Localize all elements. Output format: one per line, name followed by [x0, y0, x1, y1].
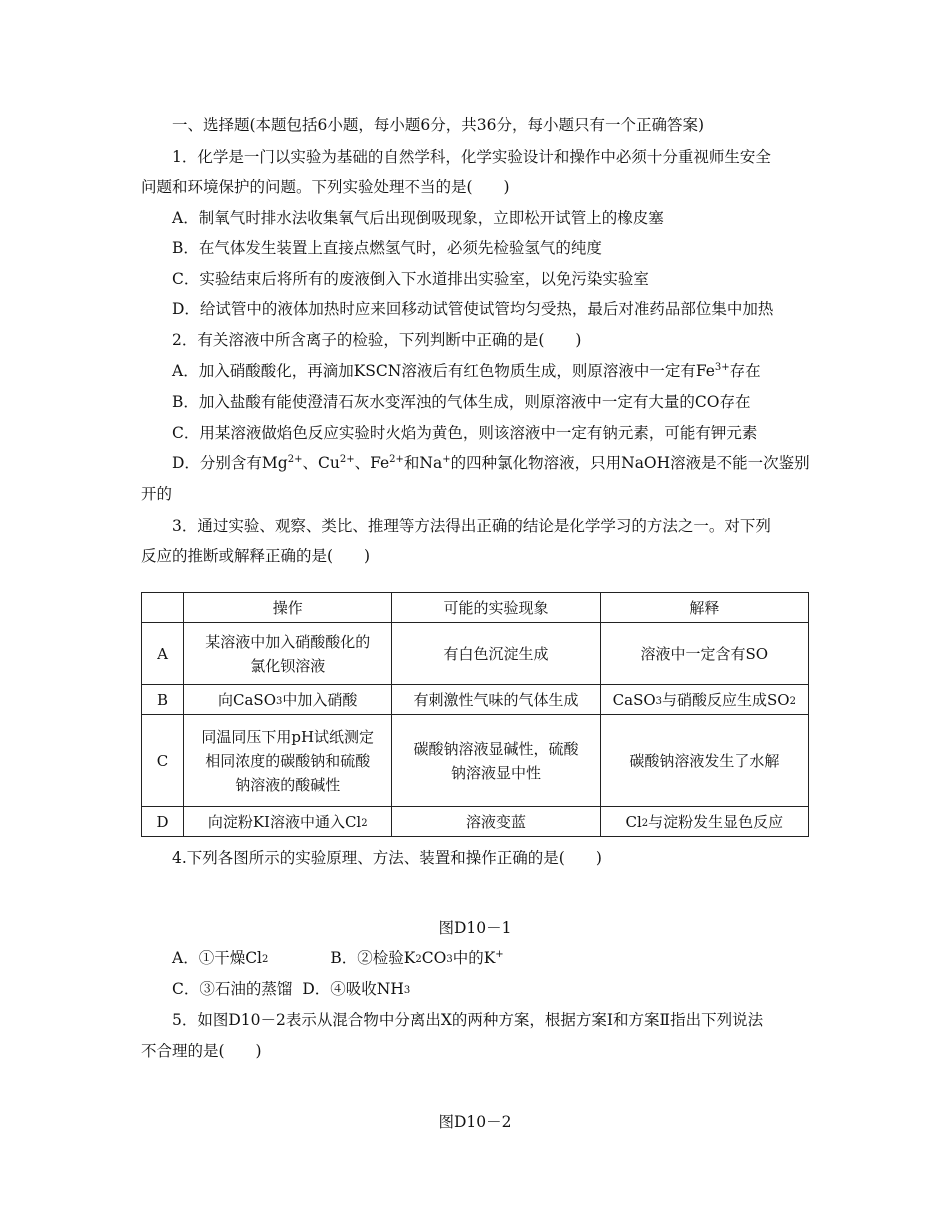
row-explanation — [600, 685, 808, 715]
q2-d-charge2: 2+ — [339, 454, 355, 465]
q4-a-subscript: 2 — [262, 954, 269, 965]
row-phenomenon-line: 碳酸钠溶液显碱性，硫酸 — [413, 739, 579, 758]
table-row — [142, 807, 809, 837]
q4-option-c: C．③石油的蒸馏 — [172, 980, 293, 998]
q4-d-subscript: 3 — [403, 985, 411, 996]
row-phenomenon-line: 钠溶液显中性 — [451, 763, 542, 782]
q4-b-text: CO — [421, 949, 447, 967]
q2-d-charge1: 2+ — [287, 454, 303, 465]
row-phenomenon: 有白色沉淀生成 — [392, 623, 600, 685]
q3-stem-line1: 3．通过实验、观察、类比、推理等方法得出正确的结论是化学学习的方法之一。对下列 — [172, 517, 771, 535]
q4-b-charge: + — [495, 949, 504, 960]
table-header-key — [142, 593, 184, 623]
q2-option-a — [172, 361, 761, 381]
row-explanation — [600, 807, 808, 837]
table-header-phenomenon: 可能的实验现象 — [392, 593, 600, 623]
section-heading: 一、选择题(本题包括6小题，每小题6分，共36分，每小题只有一个正确答案) — [172, 116, 705, 134]
row-phenomenon — [392, 715, 600, 807]
row-key: C — [142, 715, 184, 807]
q2-d-part2: 、Cu — [302, 454, 340, 472]
q2-d-part3: 、Fe — [354, 454, 390, 472]
q1-stem-line2: 问题和环境保护的问题。下列实验处理不当的是( ) — [141, 178, 510, 196]
row-operation — [184, 623, 392, 685]
q4-b-text: 中的K — [452, 949, 496, 967]
expl-subscript: 2 — [641, 817, 649, 829]
q2-d-part1: D．分别含有Mg — [172, 454, 288, 472]
figure-caption-d10-2: 图D10－2 — [438, 1113, 512, 1131]
q4-b-subscript: 2 — [415, 954, 422, 965]
q2-d-part4: 和Na — [403, 454, 443, 472]
op-text: 中加入硝酸 — [282, 690, 358, 709]
row-explanation: 溶液中一定含有SO — [600, 623, 808, 685]
expl-text: 与硝酸反应生成SO — [662, 690, 790, 709]
row-phenomenon: 有刺激性气味的气体生成 — [392, 685, 600, 715]
q4-option-b: B．②检验K — [330, 949, 416, 967]
table-row — [142, 685, 809, 715]
q2-d-charge3: 2+ — [389, 454, 404, 465]
expl-text: CaSO — [612, 690, 656, 709]
q4-option-a: A．①干燥Cl — [172, 949, 263, 967]
op-text: 向CaSO — [218, 690, 277, 709]
q5-stem-line2: 不合理的是( ) — [141, 1042, 262, 1060]
q2-a-text: A．加入硝酸酸化，再滴加KSCN溶液后有红色物质生成，则原溶液中一定有Fe — [172, 362, 715, 380]
q4-options-ab — [172, 948, 504, 968]
row-operation-line: 钠溶液的酸碱性 — [235, 775, 341, 794]
row-key: B — [142, 685, 184, 715]
q3-table — [141, 592, 809, 837]
table-row — [142, 623, 809, 685]
q3-stem-line2: 反应的推断或解释正确的是( ) — [141, 547, 371, 565]
expl-subscript: 2 — [789, 695, 796, 707]
table-header-row — [142, 593, 809, 623]
row-phenomenon: 溶液变蓝 — [392, 807, 600, 837]
q1-stem-line1: 1．化学是一门以实验为基础的自然学科，化学实验设计和操作中必须十分重视师生安全 — [172, 148, 771, 166]
row-operation — [184, 715, 392, 807]
table-header-operation: 操作 — [184, 593, 392, 623]
op-subscript: 3 — [276, 695, 283, 707]
row-key: A — [142, 623, 184, 685]
row-operation-line: 氯化钡溶液 — [250, 656, 326, 675]
row-operation-line: 相同浓度的碳酸钠和硫酸 — [205, 751, 371, 770]
q4-stem: 4.下列各图所示的实验原理、方法、装置和操作正确的是( ) — [172, 849, 602, 867]
row-operation — [184, 685, 392, 715]
expl-subscript: 3 — [655, 695, 663, 707]
q1-option-a: A．制氧气时排水法收集氧气后出现倒吸现象，立即松开试管上的橡皮塞 — [172, 209, 664, 227]
row-key: D — [142, 807, 184, 837]
row-explanation: 碳酸钠溶液发生了水解 — [600, 715, 808, 807]
q2-stem: 2．有关溶液中所含离子的检验，下列判断中正确的是( ) — [172, 331, 582, 349]
q1-option-b: B．在气体发生装置上直接点燃氢气时，必须先检验氢气的纯度 — [172, 239, 602, 257]
q2-d-charge4: + — [442, 454, 451, 465]
q4-option-d: D．④吸收NH — [302, 980, 404, 998]
q2-a-tail: 存在 — [729, 362, 761, 380]
q4-options-cd — [172, 979, 410, 999]
row-operation — [184, 807, 392, 837]
q1-option-d: D．给试管中的液体加热时应来回移动试管使试管均匀受热，最后对准药品部位集中加热 — [172, 300, 774, 318]
op-subscript: 2 — [361, 817, 368, 829]
figure-caption-d10-1: 图D10－1 — [438, 919, 512, 937]
row-operation-line: 某溶液中加入硝酸酸化的 — [205, 632, 371, 651]
q2-option-d — [172, 453, 810, 473]
q5-stem-line1: 5．如图D10－2表示从混合物中分离出X的两种方案，根据方案Ⅰ和方案Ⅱ指出下列说法 — [172, 1011, 764, 1029]
q2-d-part5: 的四种氯化物溶液，只用NaOH溶液是不能一次鉴别 — [450, 454, 810, 472]
expl-text: Cl — [625, 812, 642, 831]
q1-option-c: C．实验结束后将所有的废液倒入下水道排出实验室，以免污染实验室 — [172, 270, 649, 288]
q4-b-subscript: 3 — [446, 954, 453, 965]
q2-option-b: B．加入盐酸有能使澄清石灰水变浑浊的气体生成，则原溶液中一定有大量的CO存在 — [172, 393, 751, 411]
table-header-explanation: 解释 — [600, 593, 808, 623]
q2-option-c: C．用某溶液做焰色反应实验时火焰为黄色，则该溶液中一定有钠元素，可能有钾元素 — [172, 424, 758, 442]
op-text: 向淀粉KI溶液中通入Cl — [207, 812, 362, 831]
expl-text: 与淀粉发生显色反应 — [648, 812, 784, 831]
q2-a-charge: 3+ — [714, 362, 730, 373]
table-row — [142, 715, 809, 807]
q2-option-d-line2: 开的 — [141, 485, 173, 503]
row-operation-line: 同温同压下用pH试纸测定 — [201, 727, 375, 746]
